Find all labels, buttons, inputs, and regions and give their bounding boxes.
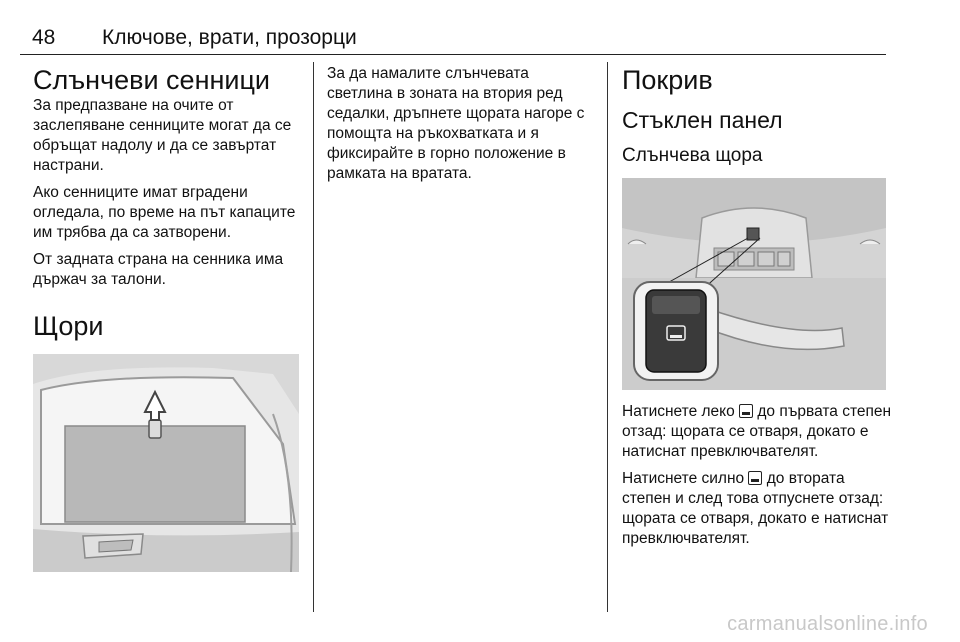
sunshade-switch-icon [748, 471, 762, 485]
page-number: 48 [32, 26, 56, 49]
column-divider [313, 62, 314, 612]
column-divider [607, 62, 608, 612]
watermark: carmanualsonline.info [727, 613, 928, 635]
column-left [33, 64, 303, 572]
heading-roof: Покрив [622, 65, 713, 95]
heading-sunshade: Слънчева щора [622, 145, 763, 166]
page-title: Ключове, врати, прозорци [102, 26, 357, 49]
shade-illustration [33, 354, 299, 572]
paragraph: За да намалите слънчевата светлина в зоната на втория ред седалки, дръпнете щората нагоре с помощта на ръкохватката и я фиксирайте в горно положение в рамката на вратата. [327, 65, 585, 182]
paragraph: Натиснете силно до втората степен и след това отпуснете отзад: щората се отваря, докато е натиснат превключвателят. [622, 470, 889, 547]
paragraph: Ако сенниците имат вградени огледала, по време на път капаците им трябва да са затворени. [33, 184, 296, 241]
paragraph: За предпазване на очите от заслепяване сенниците могат да се обръщат надолу и да се завъртат настрани. [33, 97, 292, 174]
heading-sunvisors: Слънчеви сенници [33, 65, 271, 95]
heading-shades: Щори [33, 311, 104, 341]
roof-console-illustration [622, 178, 886, 390]
column-middle [327, 64, 597, 184]
paragraph: От задната страна на сенника има държач за талони. [33, 251, 284, 288]
sunshade-switch-icon [739, 404, 753, 418]
page-header [20, 24, 886, 55]
heading-glass-panel: Стъклен панел [622, 107, 783, 133]
column-right [622, 64, 892, 549]
paragraph: Натиснете леко до първата степен отзад: щората се отваря, докато е натиснат превключвателят. [622, 403, 892, 460]
